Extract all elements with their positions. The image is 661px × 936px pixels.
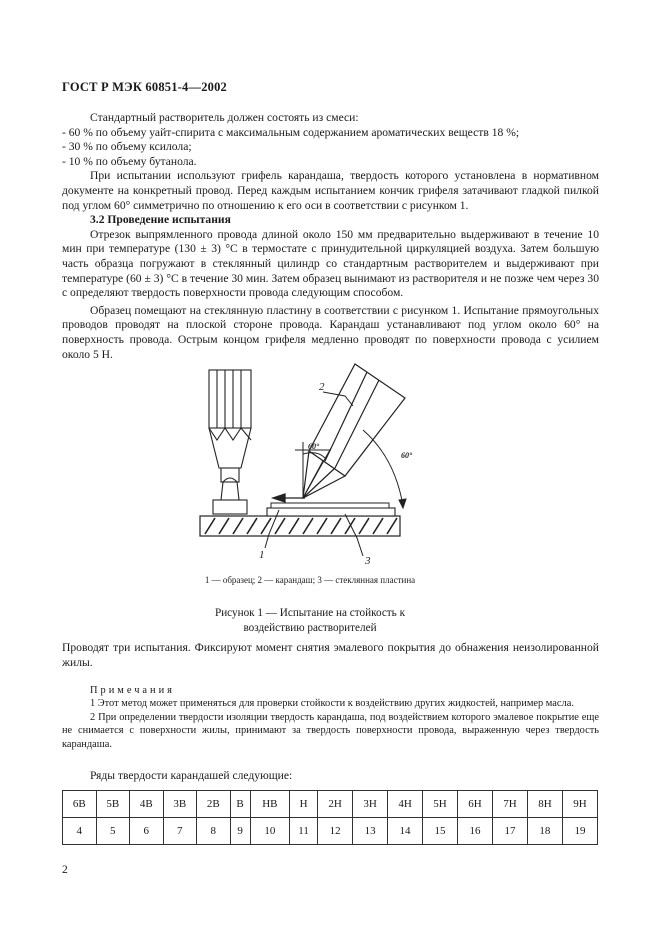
note-2: 2 При определении твердости изоляции твердость карандаша, под воздействием которого эмалевое покрытие еще не снимается с поверхности жилы, принимают за твердость поверхности провода, выраженную через твердость карандаша.: [62, 711, 599, 750]
paragraph-pencil: При испытании используют грифель карандаша, твердость которого установлена в нормативном документе на конкретный провод. Перед каждым испытанием кончик грифеля затачивают гладкой пилкой под углом 60° симметрично по отношению к его оси в соответствии с рисунком 1.: [62, 169, 599, 212]
table-cell: 5B: [96, 791, 130, 818]
table-intro-text: Ряды твердости карандашей следующие:: [90, 769, 293, 782]
table-cell: 4: [63, 818, 97, 845]
table-cell: 14: [388, 818, 423, 845]
table-cell: 19: [562, 818, 597, 845]
base-plate: [200, 516, 400, 536]
table-cell: 9H: [562, 791, 597, 818]
table-cell: HB: [250, 791, 289, 818]
section-title: 3.2 Проведение испытания: [90, 213, 231, 227]
table-cell: 12: [318, 818, 353, 845]
table-cell: 4H: [388, 791, 423, 818]
label-3: 3: [365, 555, 371, 567]
table-row: [63, 818, 598, 845]
table-cell: 6H: [458, 791, 493, 818]
paragraph-placement: Образец помещают на стеклянную пластину в соответствии с рисунком 1. Испытание прямоугольных проводов проводят на плоской стороне провода. Карандаш устанавливают под углом около 60° на поверхность провода. Острым концом грифеля медленно проводят по поверхности провода с усилием около 5 Н.: [62, 303, 599, 361]
table-cell: H: [290, 791, 318, 818]
notes-title: Примечания: [90, 685, 175, 696]
table-row: [63, 791, 598, 818]
table-cell: 15: [423, 818, 458, 845]
base-hatching: [205, 518, 397, 534]
tip-angle-label: 60°: [308, 442, 320, 451]
table-cell: 4B: [130, 791, 164, 818]
label-1: 1: [259, 549, 265, 561]
table-cell: 16: [458, 818, 493, 845]
body-text-top: [62, 111, 599, 362]
direction-arrow-icon: [273, 494, 305, 502]
table-cell: 5H: [423, 791, 458, 818]
holder-icon: [209, 370, 251, 514]
list-item: - 10 % по объему бутанола.: [62, 154, 197, 168]
paragraph-procedure: Отрезок выпрямленного провода длиной около 150 мм предварительно выдерживают в течение 10 мин при температуре (130 ± 3) °С в термостате с принудительной циркуляцией воздуха. Затем большую часть образца погружают в стеклянный цилиндр со стандартным растворителем и выдерживают при температуре (60 ± 3) °С в течение 30 мин. Затем образец вынимают из растворителя и не позже чем через 30 с определяют твердость поверхности провода следующим способом.: [62, 227, 599, 300]
paragraph-tests: Проводят три испытания. Фиксируют момент снятия эмалевого покрытия до обнажения неизолированной жилы.: [62, 641, 599, 669]
table-cell: 6B: [63, 791, 97, 818]
hardness-table: [62, 790, 598, 845]
list-item: - 60 % по объему уайт-спирита с максимальным содержанием ароматических веществ 18 %;: [62, 125, 520, 139]
list-item: - 30 % по объему ксилола;: [62, 140, 192, 154]
notes-block: [62, 684, 599, 751]
table-cell: 17: [492, 818, 527, 845]
table-cell: 8H: [527, 791, 562, 818]
table-cell: 5: [96, 818, 130, 845]
table-cell: 6: [130, 818, 164, 845]
pencil-angle-label: 60°: [401, 451, 413, 460]
table-cell: 11: [290, 818, 318, 845]
table-cell: 3H: [353, 791, 388, 818]
document-header: ГОСТ Р МЭК 60851-4—2002: [62, 80, 227, 94]
table-cell: 8: [197, 818, 231, 845]
table-cell: 18: [527, 818, 562, 845]
sample: [271, 503, 389, 508]
figure-1-drawing: [195, 358, 425, 578]
table-cell: 9: [230, 818, 250, 845]
page-number: 2: [62, 864, 68, 876]
table-cell: 2B: [197, 791, 231, 818]
note-1: 1 Этот метод может применяться для проверки стойкости к воздействию других жидкостей, например масла.: [90, 698, 574, 710]
glass-plate: [267, 508, 395, 516]
table-cell: 7: [163, 818, 197, 845]
table-cell: 3B: [163, 791, 197, 818]
paragraph-solvent: Стандартный растворитель должен состоять из смеси:: [90, 111, 359, 124]
table-intro: [62, 769, 599, 784]
label-2: 2: [319, 381, 325, 393]
table-cell: 2H: [318, 791, 353, 818]
figure-title: Рисунок 1 — Испытание на стойкость к воздействию растворителей: [214, 607, 406, 634]
table-cell: 7H: [492, 791, 527, 818]
figure-legend: 1 — образец; 2 — карандаш; 3 — стеклянная пластина: [204, 575, 416, 585]
table-cell: B: [230, 791, 250, 818]
table-cell: 13: [353, 818, 388, 845]
table-cell: 10: [250, 818, 289, 845]
